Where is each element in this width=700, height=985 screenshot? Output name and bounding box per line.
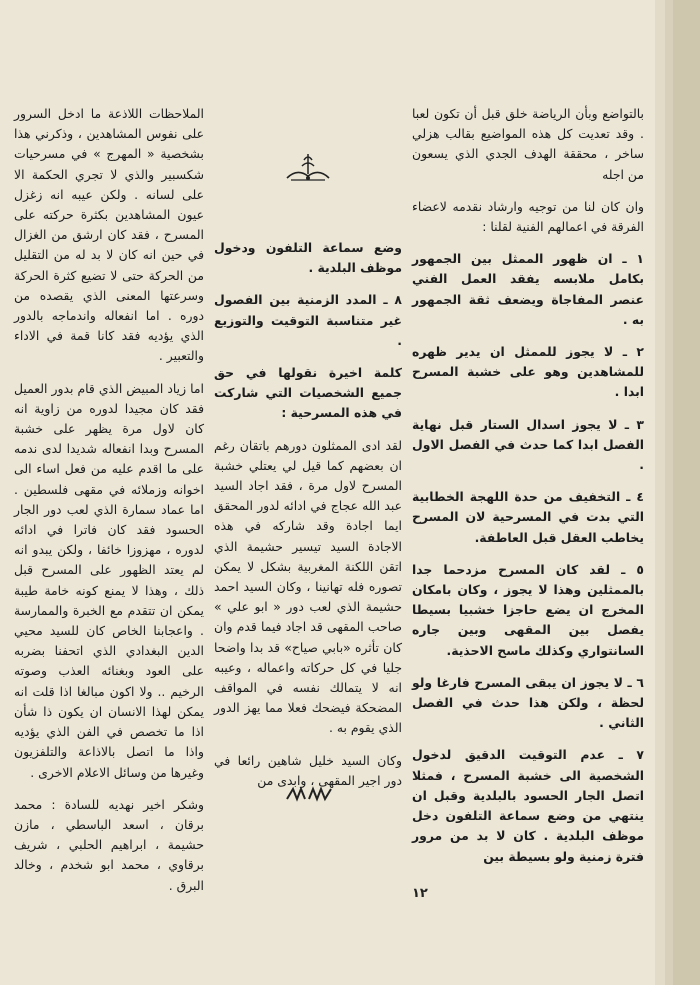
paragraph: وشكر اخير نهديه للسادة : محمد برقان ، اسعد الباسطي ، مازن حشيمة ، ابراهيم الحلبي ، شريف برقاوي ، محمد ابو شخدم ، وخالد البرق . <box>14 796 204 893</box>
point-1: ١ ـ ان ظهور الممثل بين الجمهور بكامل ملابسه يفقد العمل الفني عنصر المفاجاة ويضعف ثقة الجمهور به . <box>412 251 644 327</box>
paragraph: اما زياد المبيض الذي قام بدور العميل فقد كان مجيدا لدوره من زاوية انه كان لاول مرة يظهر على خشبة المسرح وبدا انفعاله شديدا لدى ندمه على ما اقدم عليه من فعل اساء الى اخوانه وزملائه في مقهى فلسطين . اما عماد سمارة الذي لعب دور الجار الحسود فقد كان فاترا في ادائه لدوره ، مهزوزا خائفا ، ولكن يبدو انه لم يعتد الظهور على المسرح قبل ذلك ، وهذا لا يمنع كونه خامة طيبة يمكن ان تتقدم مع الخبرة والممارسة . واعجابنا الخاص كان للسيد محيي الدين البغدادي الذي اتحفنا بضربه على العود وبغنائه العذب وصوته الرخيم .. ولا اكون مبالغا اذا قلت انه يمكن لهذا الانسان ان يكون ذا شأن اذا ما تخصص في الفن الذي يؤديه واذا ما اتصل بالاذاعة والتلفزيون وغيرها من وسائل الاعلام الاخرى . <box>14 380 204 780</box>
point-7: ٧ ـ عدم التوقيت الدقيق لدخول الشخصية الى خشبة المسرح ، فمثلا اتصل الجار الحسود بالبلدية وقبل ان ينتهي من وضع سماعة التلفون دخل موظف البلدية . كان لا بد من مرور فترة زمنية ولو بسيطة بين <box>412 747 644 864</box>
page-edge <box>665 0 673 985</box>
right-column <box>412 104 644 879</box>
ornament-icon <box>285 150 331 186</box>
point-7-end: وضع سماعة التلفون ودخول موظف البلدية . <box>214 240 402 276</box>
closing-heading: كلمة اخيرة نقولها في حق جميع الشخصيات التي شاركت في هذه المسرحية : <box>214 365 402 421</box>
page-edge <box>655 0 665 985</box>
paragraph: بالتواضع وبأن الرياضة خلق قبل أن تكون لعبا . وقد تعديت كل هذه المواضيع بقالب هزلي ساخر ، محققة الهدف الجدي الذي يسعون من اجله <box>412 106 644 182</box>
middle-column <box>214 238 402 803</box>
paragraph: لقد ادى الممثلون دورهم باتقان رغم ان بعضهم كما قيل لي يعتلي خشبة المسرح لاول مرة ، فقد اجاد السيد عبد الله عجاج في ادائه لدور المحقق ايما اجادة وقد شاركه في هذه الاجادة السيد تيسير حشيمة الذي اتقن اللكنة المغربية بشكل لا يمكن تصوره فله تهانينا ، وكان السيد احمد حشيمة الذي لعب دور « ابو علي » صاحب المقهى قد اجاد فيما قدم وان كان تأثره «بابي صياح» قد بدا واضحا جليا في كل حركاته واعماله ، وعيبه انه لا يتمالك نفسه في المواقف المضحكة فيضحك فعلا مما يهز الدور الذي يقوم به . <box>214 437 402 736</box>
point-6: ٦ ـ لا يجوز ان يبقى المسرح فارغا ولو لحظة ، ولكن هذا حدث في الفصل الثاني . <box>412 674 644 731</box>
end-mark-icon <box>285 786 333 802</box>
point-4: ٤ ـ التخفيف من حدة اللهجة الخطابية التي بدت في المسرحية لان المسرح يخاطب العقل قبل العاطفة. <box>412 489 644 545</box>
point-8: ٨ ـ المدد الزمنية بين الفصول غير متناسبة التوقيت والتوزيع . <box>214 292 402 348</box>
page-edge <box>673 0 700 985</box>
page-number: ١٢ <box>412 886 428 901</box>
left-column <box>14 104 204 908</box>
paragraph: وان كان لنا من توجيه وارشاد نقدمه لاعضاء الفرقة في اعمالهم الفنية لقلنا : <box>412 198 644 235</box>
paragraph: وكان السيد خليل شاهين رائعا في دور اجير المقهى ، وابدى من <box>214 752 402 788</box>
point-2: ٢ ـ لا يجوز للممثل ان يدير ظهره للمشاهدين وهو على خشبة المسرح ابدا . <box>412 344 644 400</box>
point-5: ٥ ـ لقد كان المسرح مزدحما جدا بالممثلين وهذا لا يجوز ، وكان بامكان المخرج ان يضع حاجزا خشبيا بسيطا يفصل بين المقهى وبين جاره السانتواري وكذلك ماسح الاحذية. <box>412 561 644 658</box>
point-3: ٣ ـ لا يجوز اسدال الستار قبل نهاية الفصل ابدا كما حدث في الفصل الاول . <box>412 416 644 473</box>
paragraph: الملاحظات اللاذعة ما ادخل السرور على نفوس المشاهدين ، وذكرني هذا بشخصية « المهرج » في مسرحيات شكسبير والذي لا تجري الحكمة الا على لسانه . ولكن عيبه انه زغزل عيون المشاهدين بكثرة حركته على المسرح ، فقد كان ارشق من الغزال في حين انه كان لا بد له من التقليل من الحركة حتى لا تضيع كثرة الحركة وسرعتها المعنى الذي يقصده من دوره . اما انفعاله واندماجه بالدور الذي يؤديه فقد كانا قمة في الاداء والتعبير . <box>14 106 204 364</box>
